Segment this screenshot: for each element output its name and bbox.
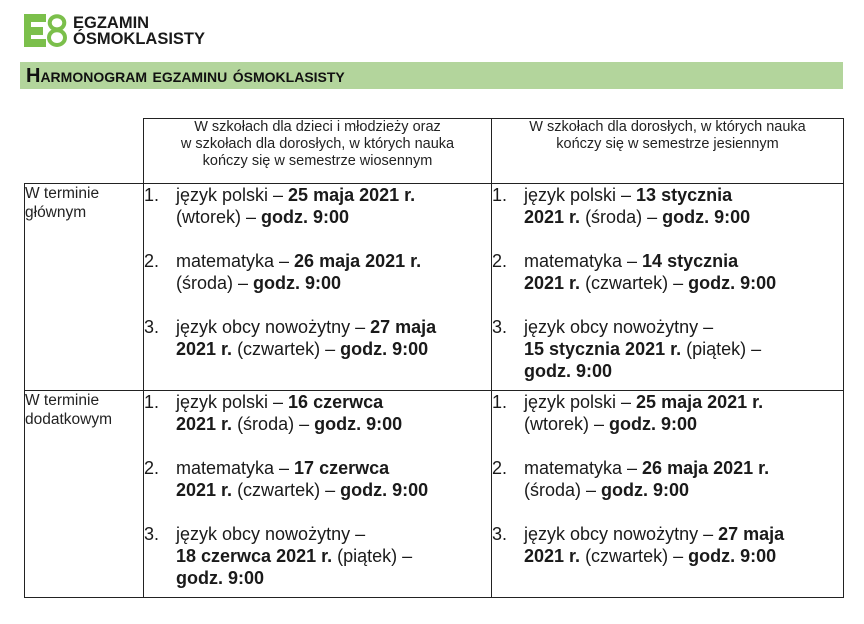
plain-text: język obcy nowożytny –	[176, 317, 371, 337]
plain-text: (wtorek) –	[176, 207, 262, 227]
item-number: 2.	[492, 251, 508, 271]
bold-date-text: 14 stycznia	[642, 251, 739, 271]
bold-date-text: 17 czerwca	[294, 458, 390, 478]
bold-date-text: godz. 9:00	[340, 339, 429, 359]
exam-list-item	[492, 250, 843, 294]
bold-date-text: 2021 r.	[524, 273, 581, 293]
item-number: 3.	[144, 524, 160, 544]
plain-text: (środa) –	[232, 414, 315, 434]
bold-date-text: 2021 r.	[524, 546, 581, 566]
item-text	[524, 457, 769, 501]
exam-list-item	[144, 391, 491, 435]
bold-date-text: 25 maja 2021 r.	[636, 392, 764, 412]
plain-text: język polski –	[524, 185, 637, 205]
exam-list-item	[492, 184, 843, 228]
bold-date-text: 13 stycznia	[636, 185, 733, 205]
item-text	[524, 316, 761, 382]
item-number: 3.	[144, 317, 160, 337]
item-number: 1.	[492, 185, 508, 205]
bold-date-text: 2021 r.	[176, 480, 233, 500]
exam-list-item	[144, 250, 491, 294]
item-text	[176, 316, 436, 360]
bold-date-text: godz. 9:00	[601, 480, 690, 500]
plain-text: (piątek) –	[332, 546, 413, 566]
item-text	[524, 523, 784, 567]
bold-date-text: 2021 r.	[176, 414, 233, 434]
plain-text: matematyka –	[176, 458, 295, 478]
item-number: 3.	[492, 317, 508, 337]
plain-text: (piątek) –	[681, 339, 762, 359]
plain-text: (środa) –	[176, 273, 254, 293]
schedule-cell-spring	[144, 391, 492, 598]
bold-date-text: godz. 9:00	[688, 546, 777, 566]
logo-text	[73, 15, 205, 47]
plain-text: matematyka –	[176, 251, 295, 271]
logo-line-2: ÓSMOKLASISTY	[73, 29, 206, 48]
logo-8-glyph	[47, 14, 67, 47]
plain-text: język polski –	[524, 392, 637, 412]
bold-date-text: 18 czerwca 2021 r.	[176, 546, 333, 566]
exam-list-item	[492, 316, 843, 382]
bold-date-text: godz. 9:00	[524, 361, 613, 381]
item-number: 3.	[492, 524, 508, 544]
bold-date-text: 25 maja 2021 r.	[288, 185, 416, 205]
item-number: 1.	[144, 185, 160, 205]
title-bar	[20, 62, 843, 89]
exam-list-item	[144, 184, 491, 228]
item-number: 1.	[492, 392, 508, 412]
logo-line-1: EGZAMIN	[73, 13, 150, 32]
exam-list-item	[492, 523, 843, 567]
item-text	[524, 250, 776, 294]
column-header-spring: W szkołach dla dzieci i młodzieży oraz w szkołach dla dorosłych, w których nauka kończy się w semestrze wiosennym	[144, 119, 492, 184]
plain-text: język polski –	[176, 185, 289, 205]
item-text	[176, 457, 428, 501]
exam-list-item	[492, 391, 843, 435]
plain-text: (czwartek) –	[232, 480, 341, 500]
schedule-cell-spring	[144, 184, 492, 391]
plain-text: język obcy nowożytny –	[524, 317, 714, 337]
item-number: 1.	[144, 392, 160, 412]
bold-date-text: 2021 r.	[176, 339, 233, 359]
bold-date-text: godz. 9:00	[176, 568, 265, 588]
plain-text: (środa) –	[524, 480, 602, 500]
bold-date-text: godz. 9:00	[340, 480, 429, 500]
item-text	[524, 184, 750, 228]
item-text	[176, 184, 415, 228]
item-text	[524, 391, 763, 435]
corner-cell	[25, 119, 144, 184]
item-text	[176, 523, 412, 589]
schedule-cell-autumn	[492, 391, 844, 598]
exam-list-item	[144, 316, 491, 360]
item-text	[176, 250, 421, 294]
exam-list-item	[144, 523, 491, 589]
plain-text: matematyka –	[524, 251, 643, 271]
bold-date-text: godz. 9:00	[609, 414, 698, 434]
logo-e-glyph	[24, 14, 46, 47]
table-header-row	[25, 119, 844, 184]
bold-date-text: 16 czerwca	[288, 392, 384, 412]
schedule-cell-autumn	[492, 184, 844, 391]
plain-text: język polski –	[176, 392, 289, 412]
plain-text: (środa) –	[580, 207, 663, 227]
plain-text: (czwartek) –	[580, 546, 689, 566]
plain-text: matematyka –	[524, 458, 643, 478]
logo	[24, 14, 205, 47]
item-number: 2.	[144, 251, 160, 271]
bold-date-text: 26 maja 2021 r.	[294, 251, 422, 271]
table-row	[25, 391, 844, 598]
exam-list-item	[492, 457, 843, 501]
bold-date-text: godz. 9:00	[261, 207, 350, 227]
row-header: W terminie dodatkowym	[25, 391, 144, 598]
plain-text: język obcy nowożytny –	[176, 524, 366, 544]
e8-logo-icon	[24, 14, 67, 47]
bold-date-text: godz. 9:00	[662, 207, 751, 227]
bold-date-text: godz. 9:00	[688, 273, 777, 293]
column-header-autumn: W szkołach dla dorosłych, w których nauka kończy się w semestrze jesiennym	[492, 119, 844, 184]
item-number: 2.	[144, 458, 160, 478]
plain-text: język obcy nowożytny –	[524, 524, 719, 544]
plain-text: (wtorek) –	[524, 414, 610, 434]
plain-text: (czwartek) –	[232, 339, 341, 359]
plain-text: (czwartek) –	[580, 273, 689, 293]
bold-date-text: 2021 r.	[524, 207, 581, 227]
page-title: Harmonogram egzaminu ósmoklasisty	[26, 65, 345, 87]
item-text	[176, 391, 402, 435]
table-row	[25, 184, 844, 391]
bold-date-text: 26 maja 2021 r.	[642, 458, 770, 478]
bold-date-text: godz. 9:00	[253, 273, 342, 293]
exam-list-item	[144, 457, 491, 501]
item-number: 2.	[492, 458, 508, 478]
bold-date-text: 27 maja	[718, 524, 785, 544]
exam-schedule-table	[24, 118, 844, 598]
bold-date-text: 27 maja	[370, 317, 437, 337]
bold-date-text: 15 stycznia 2021 r.	[524, 339, 682, 359]
row-header: W terminie głównym	[25, 184, 144, 391]
bold-date-text: godz. 9:00	[314, 414, 403, 434]
